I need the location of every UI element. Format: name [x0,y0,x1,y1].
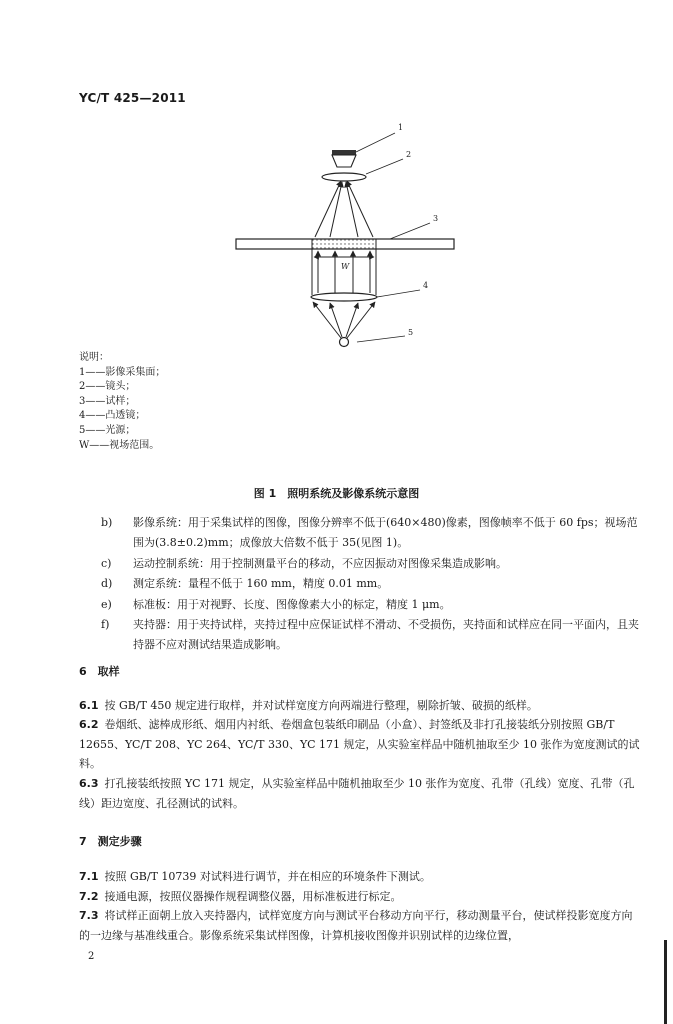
section-6-title: 6 取样 [79,665,120,678]
optical-diagram [220,115,470,355]
list-text: 运动控制系统：用于控制测量平台的移动，不应因振动对图像采集造成影响。 [133,556,507,570]
legend-title: 说明： [79,352,109,363]
clause-text: 接通电源，按照仪器操作规程调整仪器，用标准板进行标定。 [104,890,402,903]
convex-lens [311,293,377,301]
legend-item: 2——镜头； [79,381,136,393]
clause-number: 7.1 [79,870,99,883]
legend-item: W——视场范围。 [79,439,160,451]
section-7-title: 7 测定步骤 [79,835,142,848]
figure-label-3: 3 [433,214,439,223]
clause-number: 6.1 [79,699,99,712]
clause-number: 6.2 [79,718,99,731]
camera-sensor [332,150,356,155]
legend-item: 1——影像采集面； [79,366,166,378]
list-item [79,615,639,656]
clause-text: 打孔接装纸按照 YC 171 规定，从实验室样品中随机抽取至少 10 张作为宽度、孔带（孔线）宽度、孔带（孔线）距边宽度、孔径测试的试料。 [79,777,635,810]
figure-label-2: 2 [406,150,412,159]
clause-number: 7.3 [79,909,99,922]
list-item [79,574,639,594]
w-label: W [341,262,350,271]
clause-number: 7.2 [79,890,99,903]
list-text: 影像系统：用于采集试样的图像，图像分辨率不低于(640×480)像素，图像帧率不低于 60 fps；视场范围为(3.8±0.2)mm；成像放大倍数不低于 35(见图 1)。 [133,516,638,550]
list-text: 标准板：用于对视野、长度、图像像素大小的标定，精度 1 μm。 [133,597,451,611]
list-item [79,554,639,574]
list-marker: f) [101,618,110,632]
figure-label-4: 4 [423,281,429,290]
list-marker: e) [101,597,112,611]
figure-legend [79,351,165,453]
clause-text: 将试样正面朝上放入夹持器内，试样宽度方向与测试平台移动方向平行，移动测量平台，使试样投影宽度方向的一边缘与基准线重合。影像系统采集试样图像，计算机接收图像并识别试样的边缘位置， [79,909,633,942]
list-text: 夹持器：用于夹持试样，夹持过程中应保证试样不滑动、不受损伤，夹持面和试样应在同一平面内，且夹持器不应对测试结果造成影响。 [133,618,639,652]
figure-diagram [220,115,470,355]
clause-7-2 [79,887,642,907]
figure-label-5: 5 [408,328,414,337]
clause-text: 按 GB/T 450 规定进行取样，并对试样宽度方向两端进行整理，剔除折皱、破损的纸样。 [104,699,538,712]
lens [322,173,366,181]
clause-7-1 [79,867,642,887]
list-item [79,513,639,554]
equipment-list [79,513,639,656]
figure-caption: 图 1 照明系统及影像系统示意图 [253,487,420,500]
legend-item: 3——试样； [79,395,136,407]
page-number: 2 [88,951,95,962]
scan-edge-bar [664,940,667,1024]
clause-6-3 [79,774,642,813]
list-marker: b) [101,516,113,529]
legend-item: 4——凸透镜； [79,410,146,422]
list-marker: c) [101,556,112,570]
camera-body [332,155,356,167]
clause-number: 6.3 [79,777,99,790]
standard-header: YC/T 425—2011 [79,91,186,105]
light-source [340,338,349,347]
clause-7-3 [79,906,642,945]
clause-text: 按照 GB/T 10739 对试料进行调节，并在相应的环境条件下测试。 [104,870,431,883]
clause-6-2 [79,715,642,774]
clause-6-1 [79,696,642,716]
list-text: 测定系统：量程不低于 160 mm，精度 0.01 mm。 [133,577,389,591]
legend-item: 5——光源； [79,424,136,436]
list-item [79,595,639,615]
clause-text: 卷烟纸、滤棒成形纸、烟用内衬纸、卷烟盒包装纸印刷品（小盒）、封签纸及非打孔接装纸分别按照 GB/T 12655、YC/T 208、YC 264、YC/T 330、YC 171 规定，从实验室样品中随机抽取至少 10 张作为宽度测试的试料。 [79,718,640,770]
list-marker: d) [101,577,113,591]
figure-label-1: 1 [398,123,404,132]
